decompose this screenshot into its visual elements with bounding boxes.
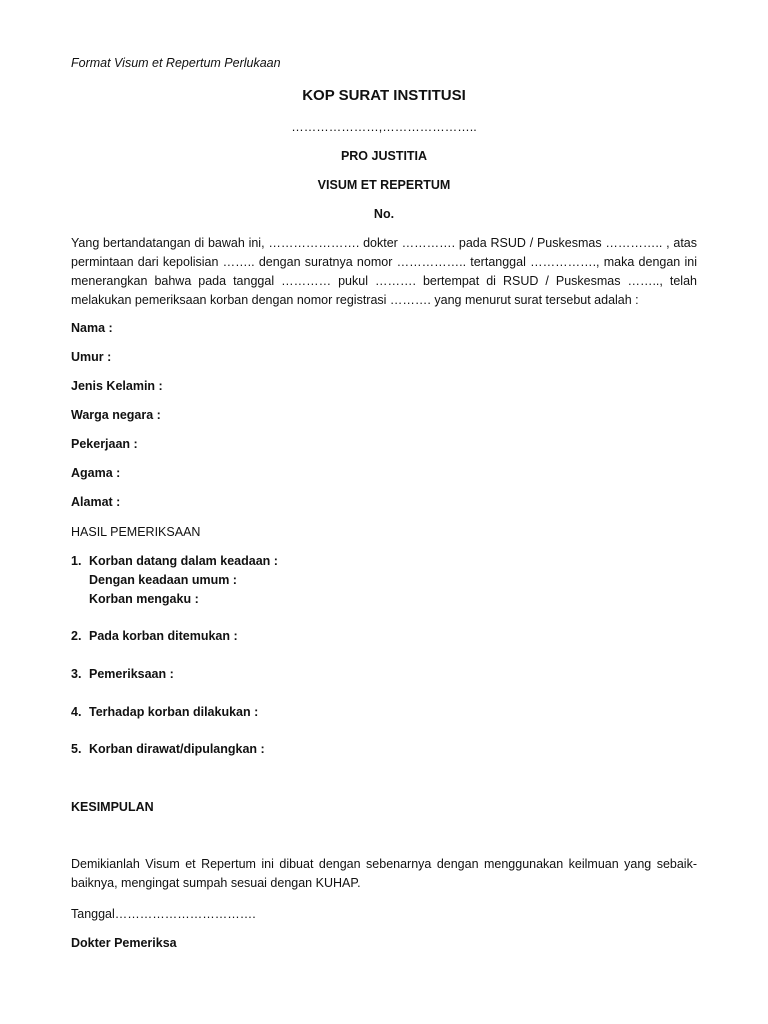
result-item-number: 2. (71, 629, 82, 643)
institution-letterhead: KOP SURAT INSTITUSI (302, 87, 466, 104)
result-item (71, 627, 238, 646)
field-jenis-kelamin: Jenis Kelamin : (71, 379, 163, 393)
result-item-number: 4. (71, 705, 82, 719)
field-pekerjaan: Pekerjaan : (71, 437, 138, 451)
date-line: Tanggal……………………………. (71, 907, 256, 921)
closing-paragraph: Demikianlah Visum et Repertum ini dibuat dengan sebenarnya dengan menggunakan keilmuan yang sebaik-baiknya, mengingat sumpah sesuai dengan KUHAP. (71, 857, 697, 890)
sub-general-condition: Dengan keadaan umum : (89, 573, 237, 587)
document-title: VISUM ET REPERTUM (317, 178, 451, 192)
result-item (71, 740, 265, 759)
field-agama: Agama : (71, 466, 121, 480)
pro-justitia: PRO JUSTITIA (340, 149, 428, 163)
conclusion-heading: KESIMPULAN (71, 800, 154, 814)
document-number: No. (373, 207, 395, 221)
results-heading: HASIL PEMERIKSAAN (71, 525, 201, 539)
field-umur: Umur : (71, 350, 112, 364)
result-item-text: Korban dirawat/dipulangkan : (89, 742, 265, 756)
sub-victim-admits: Korban mengaku : (89, 592, 199, 606)
field-nama: Nama : (71, 321, 113, 335)
result-item-text: Terhadap korban dilakukan : (89, 705, 259, 719)
result-item (71, 703, 258, 722)
result-item (71, 552, 278, 571)
format-title: Format Visum et Repertum Perlukaan (71, 56, 281, 70)
result-item (71, 665, 174, 684)
result-item-number: 5. (71, 742, 82, 756)
intro-paragraph: Yang bertandatangan di bawah ini, …………………. dokter …………. pada RSUD / Puskesmas ………….. , atas permintaan dari kepolisian …….. dengan suratnya nomor …………….. tertanggal ……………., maka dengan ini menerangkan bahwa pada tanggal ………… pukul ………. bertempat di RSUD / Puskesmas …….., telah melakukan pemeriksaan korban dengan nomor registrasi ………. yang menurut surat tersebut adalah : (71, 236, 697, 307)
result-item-text: Pemeriksaan : (89, 667, 174, 681)
result-item-number: 3. (71, 667, 82, 681)
signatory-label: Dokter Pemeriksa (71, 936, 177, 950)
result-item-text: Pada korban ditemukan : (89, 629, 238, 643)
field-warga-negara: Warga negara : (71, 408, 161, 422)
field-alamat: Alamat : (71, 495, 121, 509)
result-item-number: 1. (71, 554, 82, 568)
result-item-text: Korban datang dalam keadaan : (89, 554, 278, 568)
place-date-line: …………………,………………….. (291, 120, 477, 134)
